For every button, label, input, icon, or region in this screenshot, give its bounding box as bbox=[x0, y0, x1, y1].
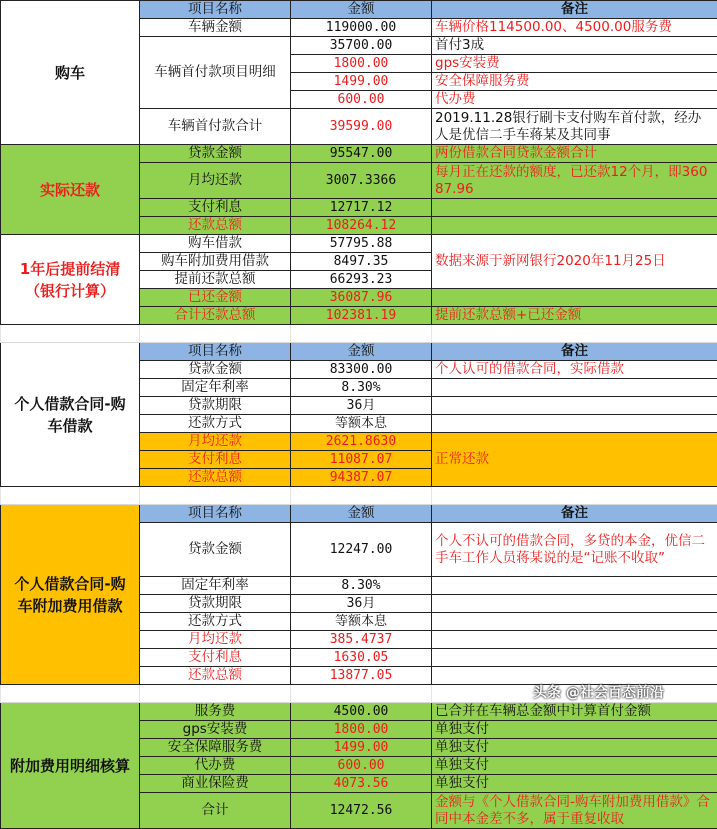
item-note: 单独支付 bbox=[432, 739, 717, 757]
item-name: 购车附加费用借款 bbox=[140, 253, 291, 271]
item-amount: 600.00 bbox=[291, 91, 432, 109]
item-name: 安全保障服务费 bbox=[140, 739, 291, 757]
empty-cell bbox=[140, 487, 291, 505]
item-name: 贷款金额 bbox=[140, 523, 291, 577]
table-row bbox=[1, 145, 717, 163]
item-name: 提前还款总额 bbox=[140, 271, 291, 289]
empty-cell bbox=[140, 685, 291, 703]
item-note: 个人认可的借款合同，实际借款 bbox=[432, 361, 717, 379]
header-amount: 金额 bbox=[291, 343, 432, 361]
item-note bbox=[432, 415, 717, 433]
item-note bbox=[432, 577, 717, 595]
item-name: 月均还款 bbox=[140, 163, 291, 199]
empty-cell bbox=[1, 325, 140, 343]
item-amount: 4073.56 bbox=[291, 775, 432, 793]
item-amount: 13877.05 bbox=[291, 667, 432, 685]
item-name: 固定年利率 bbox=[140, 577, 291, 595]
item-amount: 11087.07 bbox=[291, 451, 432, 469]
header-amount: 金额 bbox=[291, 505, 432, 523]
item-name: 还款总额 bbox=[140, 217, 291, 235]
header-note: 备注 bbox=[432, 343, 717, 361]
section-title: 个人借款合同-购车附加费用借款 bbox=[1, 505, 140, 685]
empty-cell bbox=[1, 487, 140, 505]
item-amount: 1800.00 bbox=[291, 721, 432, 739]
header-name: 项目名称 bbox=[140, 505, 291, 523]
item-amount: 8.30% bbox=[291, 379, 432, 397]
item-note bbox=[432, 397, 717, 415]
item-amount: 35700.00 bbox=[291, 37, 432, 55]
item-note: 金额与《个人借款合同-购车附加费用借款》合同中本金差不多，属于重复收取 bbox=[432, 793, 717, 829]
item-name: 月均还款 bbox=[140, 631, 291, 649]
item-note: 每月正在还款的额度，已还款12个月，即36087.96 bbox=[432, 163, 717, 199]
item-amount: 385.4737 bbox=[291, 631, 432, 649]
item-note bbox=[432, 379, 717, 397]
item-amount: 12247.00 bbox=[291, 523, 432, 577]
empty-cell bbox=[291, 685, 432, 703]
item-note: 2019.11.28银行刷卡支付购车首付款，经办人是优信二手车蒋某及其同事 bbox=[432, 109, 717, 145]
item-note: 已合并在车辆总金额中计算首付金额 bbox=[432, 703, 717, 721]
header-row bbox=[1, 505, 717, 523]
blank-row bbox=[1, 325, 717, 343]
section-title: 1年后提前结清（银行计算） bbox=[1, 235, 140, 325]
item-amount: 119000.00 bbox=[291, 19, 432, 37]
item-amount: 1800.00 bbox=[291, 55, 432, 73]
item-name: 服务费 bbox=[140, 703, 291, 721]
item-amount: 8.30% bbox=[291, 577, 432, 595]
item-note bbox=[432, 631, 717, 649]
item-name: 支付利息 bbox=[140, 649, 291, 667]
item-name: 已还金额 bbox=[140, 289, 291, 307]
item-note: 单独支付 bbox=[432, 721, 717, 739]
item-amount: 102381.19 bbox=[291, 307, 432, 325]
item-name: 贷款金额 bbox=[140, 145, 291, 163]
item-amount: 2621.8630 bbox=[291, 433, 432, 451]
item-note: 个人不认可的借款合同，多贷的本金，优信二手车工作人员蒋某说的是“记账不收取” bbox=[432, 523, 717, 577]
item-name: 车辆金额 bbox=[140, 19, 291, 37]
item-name: gps安装费 bbox=[140, 721, 291, 739]
item-note: 正常还款 bbox=[432, 433, 717, 487]
item-amount: 等额本息 bbox=[291, 613, 432, 631]
empty-cell bbox=[1, 685, 140, 703]
item-amount: 57795.88 bbox=[291, 235, 432, 253]
item-note: 数据来源于新网银行2020年11月25日 bbox=[432, 235, 717, 289]
empty-cell bbox=[432, 325, 717, 343]
item-note bbox=[432, 595, 717, 613]
item-name: 贷款期限 bbox=[140, 595, 291, 613]
item-amount: 108264.12 bbox=[291, 217, 432, 235]
item-name: 还款方式 bbox=[140, 613, 291, 631]
item-note: 车辆价格114500.00、4500.00服务费 bbox=[432, 19, 717, 37]
item-amount: 36月 bbox=[291, 595, 432, 613]
item-note bbox=[432, 667, 717, 685]
item-note bbox=[432, 613, 717, 631]
header-amount: 金额 bbox=[291, 1, 432, 19]
item-name: 固定年利率 bbox=[140, 379, 291, 397]
item-amount: 等额本息 bbox=[291, 415, 432, 433]
section-title: 附加费用明细核算 bbox=[1, 703, 140, 829]
item-note: gps安装费 bbox=[432, 55, 717, 73]
watermark: 头条 @社会百态前沿 bbox=[533, 685, 664, 701]
blank-row bbox=[1, 487, 717, 505]
header-name: 项目名称 bbox=[140, 1, 291, 19]
item-name: 贷款期限 bbox=[140, 397, 291, 415]
item-amount: 39599.00 bbox=[291, 109, 432, 145]
item-amount: 3007.3366 bbox=[291, 163, 432, 199]
empty-cell bbox=[291, 487, 432, 505]
item-note: 提前还款总额+已还金额 bbox=[432, 307, 717, 325]
item-note: 单独支付 bbox=[432, 757, 717, 775]
item-name: 车辆首付款合计 bbox=[140, 109, 291, 145]
item-name: 商业保险费 bbox=[140, 775, 291, 793]
item-note: 代办费 bbox=[432, 91, 717, 109]
item-name: 还款方式 bbox=[140, 415, 291, 433]
section-title: 购车 bbox=[1, 1, 140, 145]
item-name: 合计还款总额 bbox=[140, 307, 291, 325]
header-row bbox=[1, 343, 717, 361]
header-row bbox=[1, 1, 717, 19]
item-amount: 36087.96 bbox=[291, 289, 432, 307]
empty-cell bbox=[291, 325, 432, 343]
item-name: 购车借款 bbox=[140, 235, 291, 253]
item-amount: 95547.00 bbox=[291, 145, 432, 163]
item-note bbox=[432, 289, 717, 307]
item-amount: 12717.12 bbox=[291, 199, 432, 217]
item-name: 合计 bbox=[140, 793, 291, 829]
item-amount: 600.00 bbox=[291, 757, 432, 775]
empty-cell bbox=[140, 325, 291, 343]
header-name: 项目名称 bbox=[140, 343, 291, 361]
item-note bbox=[432, 217, 717, 235]
item-name: 贷款金额 bbox=[140, 361, 291, 379]
item-amount: 8497.35 bbox=[291, 253, 432, 271]
item-note: 首付3成 bbox=[432, 37, 717, 55]
empty-cell bbox=[432, 487, 717, 505]
item-amount: 1630.05 bbox=[291, 649, 432, 667]
item-amount: 66293.23 bbox=[291, 271, 432, 289]
item-name: 支付利息 bbox=[140, 451, 291, 469]
item-amount: 94387.07 bbox=[291, 469, 432, 487]
section-title: 个人借款合同-购车借款 bbox=[1, 343, 140, 487]
item-note bbox=[432, 199, 717, 217]
item-amount: 12472.56 bbox=[291, 793, 432, 829]
item-amount: 36月 bbox=[291, 397, 432, 415]
item-note: 两份借款合同贷款金额合计 bbox=[432, 145, 717, 163]
header-note: 备注 bbox=[432, 1, 717, 19]
table-row bbox=[1, 235, 717, 253]
item-note bbox=[432, 649, 717, 667]
item-amount: 1499.00 bbox=[291, 739, 432, 757]
header-note: 备注 bbox=[432, 505, 717, 523]
section-title: 实际还款 bbox=[1, 145, 140, 235]
item-name: 支付利息 bbox=[140, 199, 291, 217]
item-name: 还款总额 bbox=[140, 667, 291, 685]
item-name: 代办费 bbox=[140, 757, 291, 775]
item-name: 还款总额 bbox=[140, 469, 291, 487]
group-name: 车辆首付款项目明细 bbox=[140, 37, 291, 109]
item-amount: 1499.00 bbox=[291, 73, 432, 91]
item-note: 安全保障服务费 bbox=[432, 73, 717, 91]
table-row bbox=[1, 703, 717, 721]
item-note: 单独支付 bbox=[432, 775, 717, 793]
item-name: 月均还款 bbox=[140, 433, 291, 451]
item-amount: 83300.00 bbox=[291, 361, 432, 379]
item-amount: 4500.00 bbox=[291, 703, 432, 721]
